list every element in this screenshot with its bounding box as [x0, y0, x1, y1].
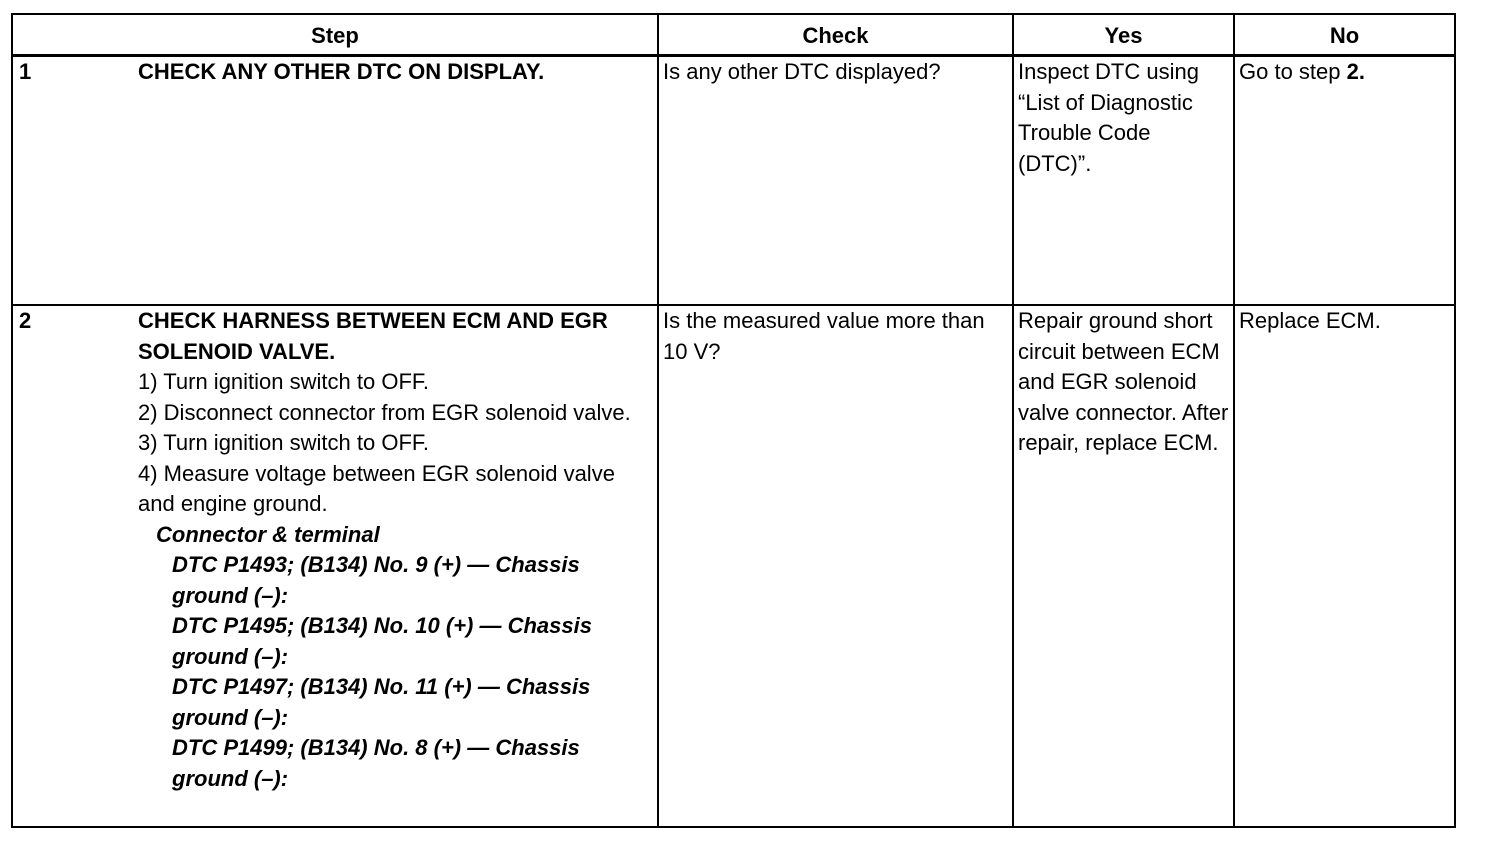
step-body — [138, 57, 653, 88]
step-number: 1 — [19, 59, 32, 84]
table-row — [12, 305, 1455, 827]
connector-terminal-item: DTC P1499; (B134) No. 8 (+) — Chassis ground (–): — [172, 735, 580, 791]
check-text: Is any other DTC displayed? — [663, 59, 941, 84]
step-cell — [12, 305, 658, 827]
procedure-item: 1) Turn ignition switch to OFF. — [138, 369, 429, 394]
table-row — [12, 56, 1455, 306]
diagnostic-table — [11, 13, 1456, 828]
header-yes: Yes — [1013, 14, 1234, 56]
procedure-item: 3) Turn ignition switch to OFF. — [138, 430, 429, 455]
yes-cell — [1013, 305, 1234, 827]
no-cell — [1234, 56, 1455, 306]
step-number: 2 — [19, 308, 32, 333]
header-step: Step — [12, 14, 658, 56]
check-text: Is the measured value more than 10 V? — [663, 308, 985, 364]
check-cell — [658, 56, 1013, 306]
no-text: Replace ECM. — [1239, 308, 1381, 333]
step-body — [138, 306, 653, 794]
check-cell — [658, 305, 1013, 827]
step-cell — [12, 56, 658, 306]
no-text-step-ref: 2. — [1346, 59, 1365, 84]
yes-cell — [1013, 56, 1234, 306]
yes-text: Repair ground short circuit between ECM and EGR solenoid valve connector. After repair, replace ECM. — [1018, 308, 1229, 455]
connector-terminal-heading: Connector & terminal — [156, 521, 380, 547]
procedure-item: 4) Measure voltage between EGR solenoid valve and engine ground. — [138, 460, 615, 516]
connector-terminal-item: DTC P1493; (B134) No. 9 (+) — Chassis ground (–): — [172, 552, 580, 608]
header-check: Check — [658, 14, 1013, 56]
procedure-item: 2) Disconnect connector from EGR solenoid valve. — [138, 399, 631, 425]
header-row — [12, 14, 1455, 56]
step-title: CHECK ANY OTHER DTC ON DISPLAY. — [138, 59, 545, 84]
no-cell — [1234, 305, 1455, 827]
header-no: No — [1234, 14, 1455, 56]
connector-terminal-item: DTC P1497; (B134) No. 11 (+) — Chassis ground (–): — [172, 674, 591, 730]
no-text-prefix: Go to step — [1239, 59, 1347, 84]
step-title: CHECK HARNESS BETWEEN ECM AND EGR SOLENOID VALVE. — [138, 308, 608, 364]
yes-text: Inspect DTC using “List of Diagnostic Trouble Code (DTC)”. — [1018, 59, 1199, 176]
no-text — [1239, 57, 1450, 88]
connector-terminal-item: DTC P1495; (B134) No. 10 (+) — Chassis ground (–): — [172, 613, 592, 669]
